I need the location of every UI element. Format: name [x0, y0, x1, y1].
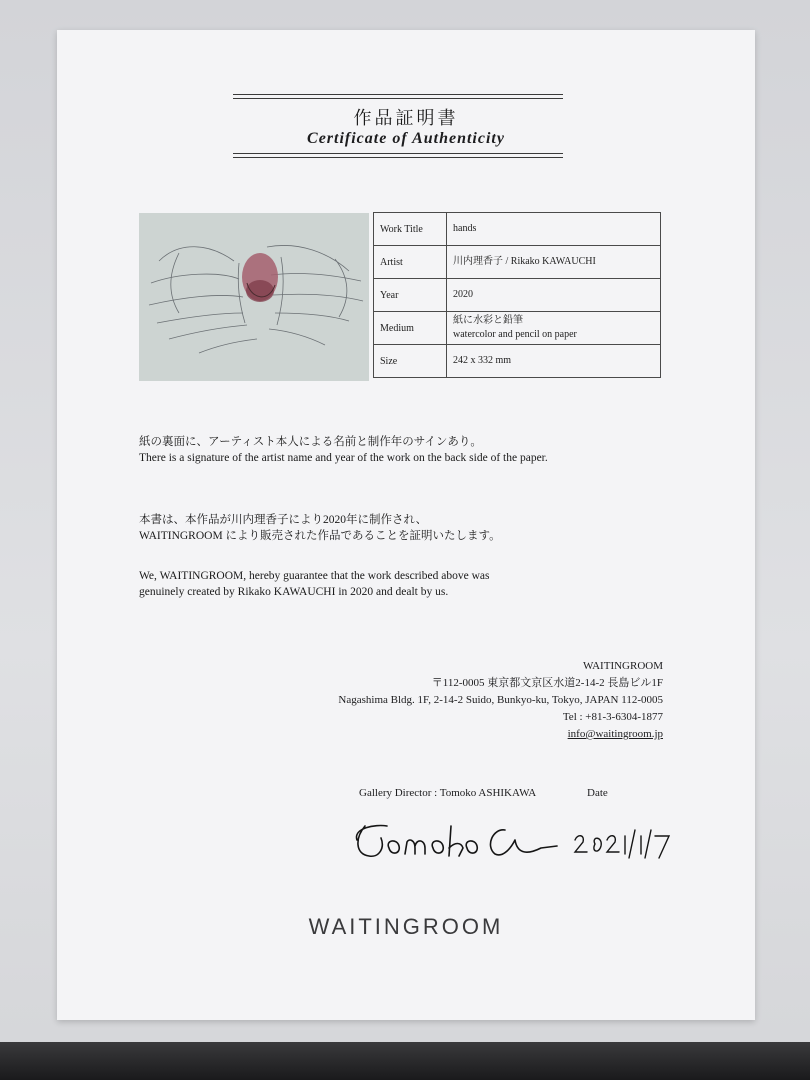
gallery-director: Gallery Director : Tomoko ASHIKAWA [359, 787, 537, 799]
label-year: Year [374, 279, 447, 312]
signature-note-en: There is a signature of the artist name and year of the work on the back side of the paper. [139, 452, 548, 464]
table-row [374, 312, 661, 345]
table-row [374, 279, 661, 312]
value-medium-en: watercolor and pencil on paper [453, 329, 577, 340]
top-rule-2 [233, 98, 563, 99]
label-artist: Artist [374, 246, 447, 279]
gallery-address-block [338, 658, 663, 743]
bottom-rule-2 [233, 157, 563, 158]
gallery-address-en: Nagashima Bldg. 1F, 2-14-2 Suido, Bunkyo-ku, Tokyo, JAPAN 112-0005 [338, 694, 663, 706]
table-row [374, 345, 661, 378]
certificate-paper [57, 30, 755, 1020]
title-english: Certificate of Authenticity [307, 130, 505, 147]
value-medium-jp: 紙に水彩と鉛筆 [453, 315, 523, 326]
table-row [374, 213, 661, 246]
certification-jp-line1: 本書は、本作品が川内理香子により2020年に制作され、 [139, 514, 428, 526]
gallery-name: WAITINGROOM [582, 660, 663, 672]
label-work-title: Work Title [374, 213, 447, 246]
certification-jp-line2: WAITINGROOM により販売された作品であることを証明いたします。 [139, 530, 501, 542]
handwritten-signature [345, 818, 675, 866]
signature-note-jp: 紙の裏面に、アーティスト本人による名前と制作年のサインあり。 [139, 436, 482, 448]
value-year: 2020 [447, 279, 661, 312]
bottom-rule-1 [233, 153, 563, 154]
date-label: Date [587, 787, 608, 799]
value-work-title: hands [447, 213, 661, 246]
certification-en-line2: genuinely created by Rikako KAWAUCHI in 2020 and dealt by us. [139, 586, 449, 598]
hands-drawing [139, 213, 369, 381]
value-artist: 川内理香子 / Rikako KAWAUCHI [447, 246, 661, 279]
gallery-address-jp: 〒112-0005 東京都文京区水道2-14-2 長島ビル1F [431, 677, 663, 689]
label-size: Size [374, 345, 447, 378]
gallery-email-link[interactable]: info@waitingroom.jp [567, 728, 663, 740]
floor-edge [0, 1042, 810, 1080]
top-rule-1 [233, 94, 563, 95]
certification-jp [139, 512, 501, 544]
value-medium [447, 312, 661, 345]
work-details-table [373, 212, 661, 378]
certification-en-line1: We, WAITINGROOM, hereby guarantee that the work described above was [139, 570, 490, 582]
artwork-image [139, 213, 369, 381]
value-size: 242 x 332 mm [447, 345, 661, 378]
waitingroom-logo: WAITINGROOM [308, 914, 504, 939]
certification-en [139, 568, 489, 600]
signature-note [139, 434, 548, 466]
table-row [374, 246, 661, 279]
label-medium: Medium [374, 312, 447, 345]
title-japanese: 作品証明書 [353, 108, 459, 128]
gallery-tel: Tel : +81-3-6304-1877 [562, 711, 663, 723]
